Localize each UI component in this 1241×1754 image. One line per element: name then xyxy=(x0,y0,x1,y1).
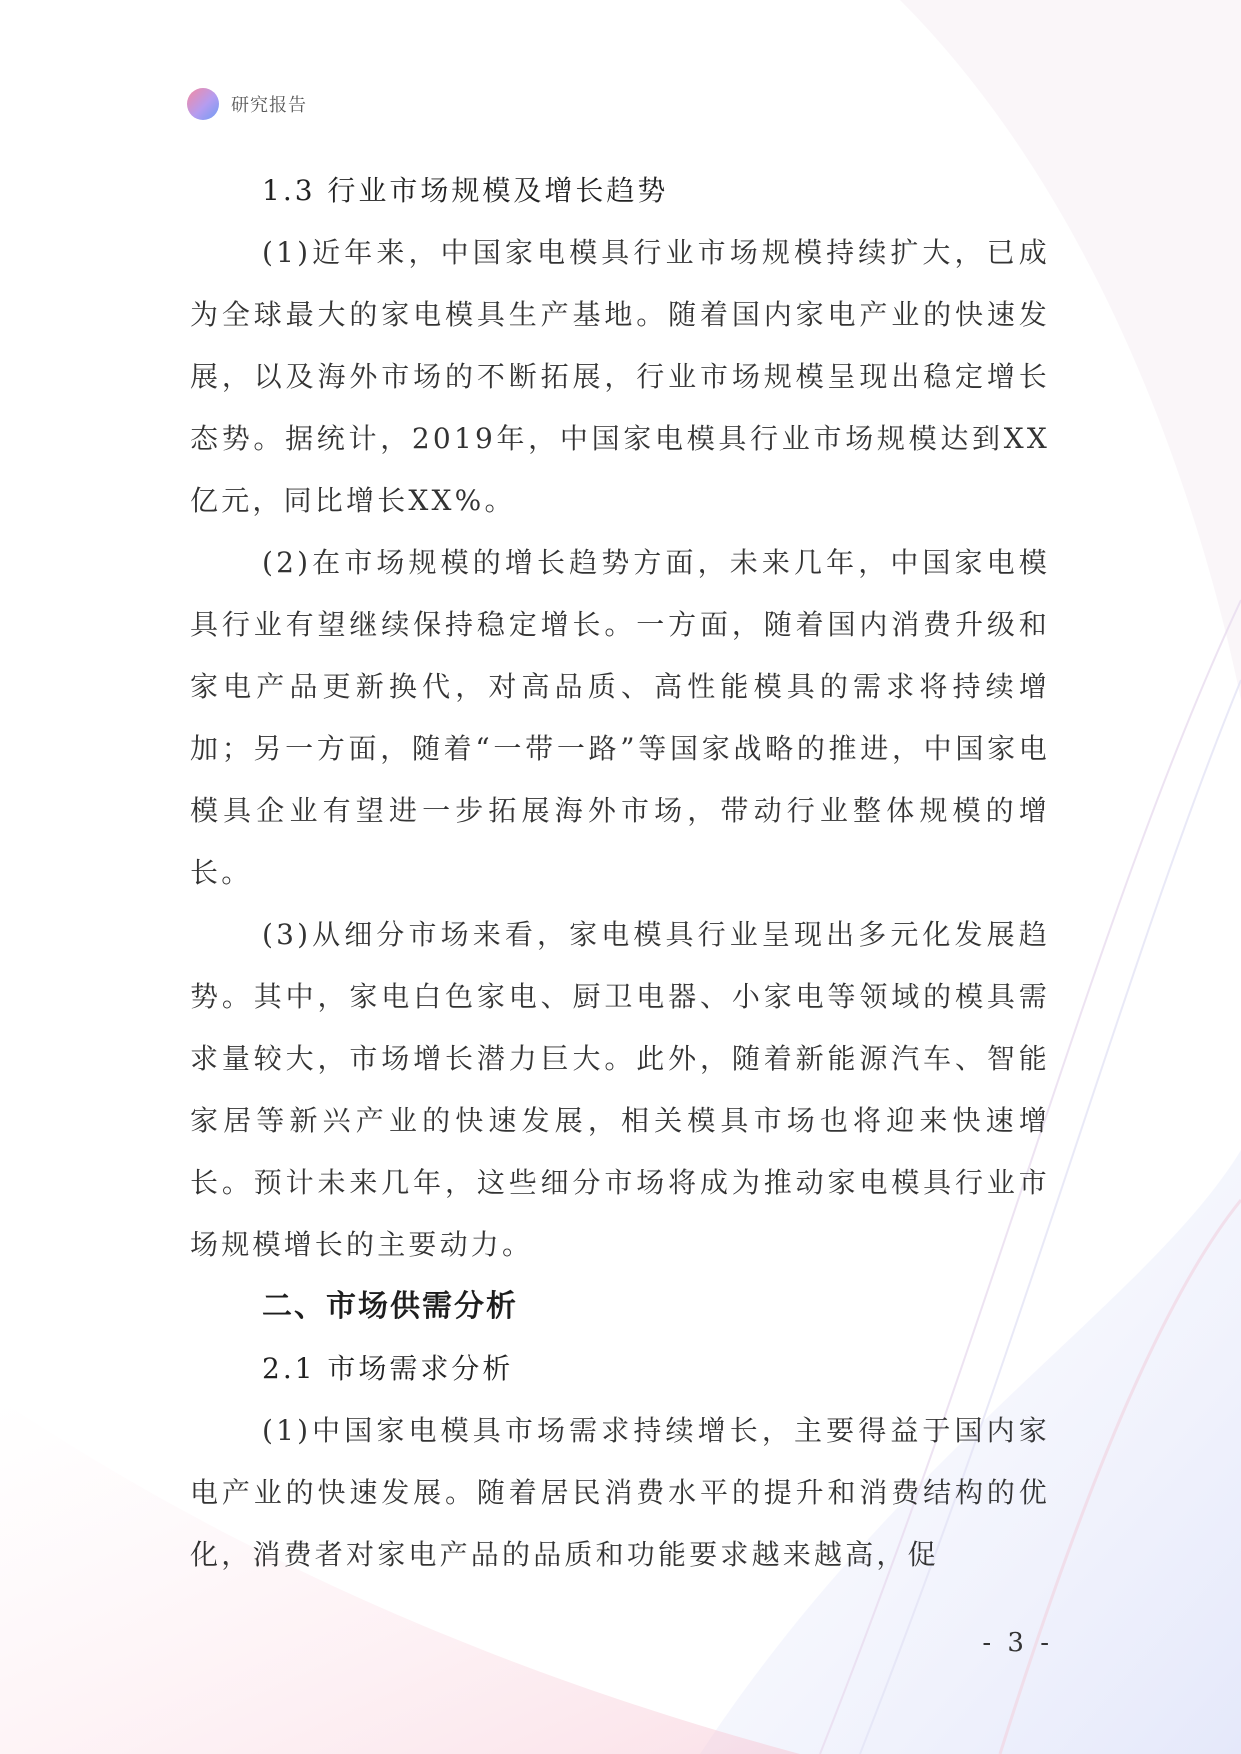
document-body xyxy=(190,160,1050,1586)
paragraph: (2)在市场规模的增长趋势方面，未来几年，中国家电模具行业有望继续保持稳定增长。一方面，随着国内消费升级和家电产品更新换代，对高品质、高性能模具的需求将持续增加；另一方面，随着“一带一路”等国家战略的推进，中国家电模具企业有望进一步拓展海外市场，带动行业整体规模的增长。 xyxy=(190,546,1050,889)
paragraph: (1)近年来，中国家电模具行业市场规模持续扩大，已成为全球最大的家电模具生产基地。随着国内家电产业的快速发展，以及海外市场的不断拓展，行业市场规模呈现出稳定增长态势。据统计，2019年，中国家电模具行业市场规模达到XX亿元，同比增长XX%。 xyxy=(190,236,1050,517)
paragraph: (3)从细分市场来看，家电模具行业呈现出多元化发展趋势。其中，家电白色家电、厨卫电器、小家电等领域的模具需求量较大，市场增长潜力巨大。此外，随着新能源汽车、智能家居等新兴产业的快速发展，相关模具市场也将迎来快速增长。预计未来几年，这些细分市场将成为推动家电模具行业市场规模增长的主要动力。 xyxy=(190,918,1050,1261)
page-number: - 3 - xyxy=(982,1628,1053,1658)
section-heading-1-3: 1.3 行业市场规模及增长趋势 xyxy=(262,174,669,207)
section-heading-2-1: 2.1 市场需求分析 xyxy=(262,1352,514,1385)
paragraph: (1)中国家电模具市场需求持续增长，主要得益于国内家电产业的快速发展。随着居民消费水平的提升和消费结构的优化，消费者对家电产品的品质和功能要求越来越高，促 xyxy=(190,1414,1050,1571)
header-title: 研究报告 xyxy=(231,95,307,116)
report-header xyxy=(187,88,307,120)
chapter-heading-2: 二、市场供需分析 xyxy=(262,1289,518,1324)
logo-icon xyxy=(187,88,219,120)
